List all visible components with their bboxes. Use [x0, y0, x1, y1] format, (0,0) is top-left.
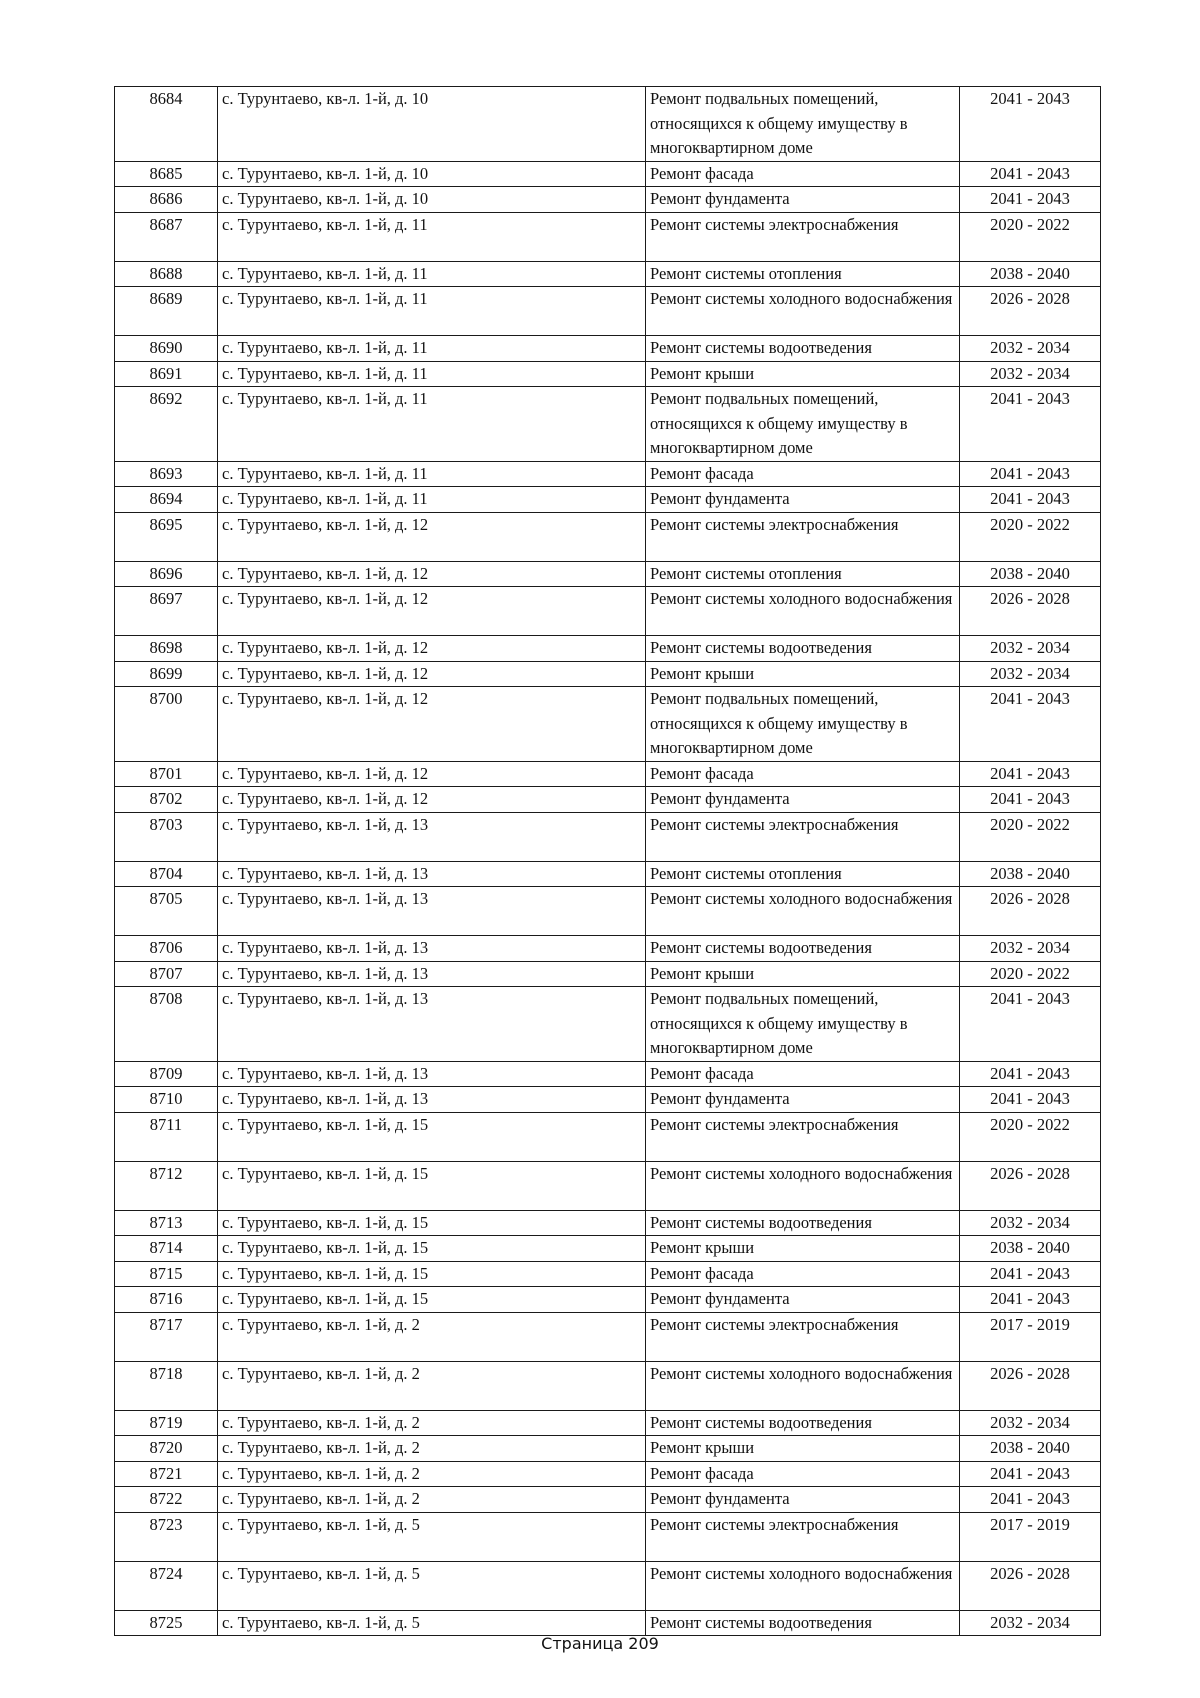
address-cell: с. Турунтаево, кв-л. 1-й, д. 15 [218, 1112, 646, 1161]
period-cell: 2041 - 2043 [960, 387, 1101, 462]
work-type-cell: Ремонт системы электроснабжения [646, 512, 960, 561]
work-type-cell: Ремонт крыши [646, 361, 960, 387]
address-cell: с. Турунтаево, кв-л. 1-й, д. 15 [218, 1261, 646, 1287]
period-cell: 2032 - 2034 [960, 1210, 1101, 1236]
table-row [115, 361, 1101, 387]
address-cell: с. Турунтаево, кв-л. 1-й, д. 13 [218, 961, 646, 987]
table-row [115, 212, 1101, 261]
row-number-cell: 8707 [115, 961, 218, 987]
address-cell: с. Турунтаево, кв-л. 1-й, д. 15 [218, 1161, 646, 1210]
row-number-cell: 8698 [115, 636, 218, 662]
work-type-cell: Ремонт системы отопления [646, 861, 960, 887]
work-type-cell: Ремонт системы холодного водоснабжения [646, 1361, 960, 1410]
row-number-cell: 8704 [115, 861, 218, 887]
address-cell: с. Турунтаево, кв-л. 1-й, д. 10 [218, 87, 646, 162]
address-cell: с. Турунтаево, кв-л. 1-й, д. 13 [218, 987, 646, 1062]
table-row [115, 87, 1101, 162]
address-cell: с. Турунтаево, кв-л. 1-й, д. 13 [218, 812, 646, 861]
period-cell: 2041 - 2043 [960, 161, 1101, 187]
row-number-cell: 8686 [115, 187, 218, 213]
table-row [115, 1087, 1101, 1113]
address-cell: с. Турунтаево, кв-л. 1-й, д. 11 [218, 361, 646, 387]
work-type-cell: Ремонт системы водоотведения [646, 1610, 960, 1636]
table-row [115, 1512, 1101, 1561]
row-number-cell: 8705 [115, 887, 218, 936]
address-cell: с. Турунтаево, кв-л. 1-й, д. 2 [218, 1436, 646, 1462]
work-type-cell: Ремонт подвальных помещений, относящихся к общему имуществу в многоквартирном доме [646, 987, 960, 1062]
row-number-cell: 8689 [115, 287, 218, 336]
period-cell: 2020 - 2022 [960, 1112, 1101, 1161]
address-cell: с. Турунтаево, кв-л. 1-й, д. 15 [218, 1287, 646, 1313]
period-cell: 2026 - 2028 [960, 1561, 1101, 1610]
period-cell: 2026 - 2028 [960, 587, 1101, 636]
row-number-cell: 8693 [115, 461, 218, 487]
row-number-cell: 8725 [115, 1610, 218, 1636]
work-type-cell: Ремонт фасада [646, 1261, 960, 1287]
row-number-cell: 8714 [115, 1236, 218, 1262]
table-row [115, 161, 1101, 187]
period-cell: 2017 - 2019 [960, 1312, 1101, 1361]
table-row [115, 987, 1101, 1062]
row-number-cell: 8722 [115, 1487, 218, 1513]
address-cell: с. Турунтаево, кв-л. 1-й, д. 11 [218, 387, 646, 462]
table-row [115, 1112, 1101, 1161]
table-row [115, 812, 1101, 861]
period-cell: 2026 - 2028 [960, 1161, 1101, 1210]
period-cell: 2041 - 2043 [960, 487, 1101, 513]
address-cell: с. Турунтаево, кв-л. 1-й, д. 12 [218, 561, 646, 587]
period-cell: 2041 - 2043 [960, 1487, 1101, 1513]
table-row [115, 787, 1101, 813]
period-cell: 2038 - 2040 [960, 861, 1101, 887]
work-type-cell: Ремонт системы отопления [646, 261, 960, 287]
period-cell: 2032 - 2034 [960, 1610, 1101, 1636]
work-type-cell: Ремонт фундамента [646, 1087, 960, 1113]
address-cell: с. Турунтаево, кв-л. 1-й, д. 5 [218, 1512, 646, 1561]
address-cell: с. Турунтаево, кв-л. 1-й, д. 2 [218, 1361, 646, 1410]
work-type-cell: Ремонт фундамента [646, 487, 960, 513]
row-number-cell: 8696 [115, 561, 218, 587]
work-type-cell: Ремонт системы водоотведения [646, 1210, 960, 1236]
address-cell: с. Турунтаево, кв-л. 1-й, д. 15 [218, 1210, 646, 1236]
table-row [115, 936, 1101, 962]
address-cell: с. Турунтаево, кв-л. 1-й, д. 13 [218, 887, 646, 936]
period-cell: 2020 - 2022 [960, 961, 1101, 987]
address-cell: с. Турунтаево, кв-л. 1-й, д. 10 [218, 161, 646, 187]
address-cell: с. Турунтаево, кв-л. 1-й, д. 15 [218, 1236, 646, 1262]
period-cell: 2020 - 2022 [960, 212, 1101, 261]
address-cell: с. Турунтаево, кв-л. 1-й, д. 13 [218, 861, 646, 887]
row-number-cell: 8685 [115, 161, 218, 187]
work-type-cell: Ремонт подвальных помещений, относящихся к общему имуществу в многоквартирном доме [646, 687, 960, 762]
work-type-cell: Ремонт системы холодного водоснабжения [646, 287, 960, 336]
work-type-cell: Ремонт фасада [646, 161, 960, 187]
period-cell: 2032 - 2034 [960, 661, 1101, 687]
table-row [115, 1410, 1101, 1436]
address-cell: с. Турунтаево, кв-л. 1-й, д. 12 [218, 687, 646, 762]
row-number-cell: 8694 [115, 487, 218, 513]
row-number-cell: 8723 [115, 1512, 218, 1561]
row-number-cell: 8702 [115, 787, 218, 813]
row-number-cell: 8720 [115, 1436, 218, 1462]
row-number-cell: 8695 [115, 512, 218, 561]
page-number: Страница 209 [541, 1634, 659, 1653]
table-row [115, 336, 1101, 362]
period-cell: 2032 - 2034 [960, 336, 1101, 362]
address-cell: с. Турунтаево, кв-л. 1-й, д. 10 [218, 187, 646, 213]
period-cell: 2041 - 2043 [960, 687, 1101, 762]
period-cell: 2041 - 2043 [960, 1261, 1101, 1287]
work-type-cell: Ремонт фасада [646, 1061, 960, 1087]
address-cell: с. Турунтаево, кв-л. 1-й, д. 11 [218, 487, 646, 513]
period-cell: 2041 - 2043 [960, 787, 1101, 813]
period-cell: 2032 - 2034 [960, 361, 1101, 387]
address-cell: с. Турунтаево, кв-л. 1-й, д. 2 [218, 1461, 646, 1487]
period-cell: 2032 - 2034 [960, 1410, 1101, 1436]
work-type-cell: Ремонт подвальных помещений, относящихся к общему имуществу в многоквартирном доме [646, 87, 960, 162]
work-type-cell: Ремонт системы холодного водоснабжения [646, 1561, 960, 1610]
table-row [115, 587, 1101, 636]
work-type-cell: Ремонт крыши [646, 1436, 960, 1462]
work-type-cell: Ремонт фасада [646, 461, 960, 487]
address-cell: с. Турунтаево, кв-л. 1-й, д. 12 [218, 761, 646, 787]
address-cell: с. Турунтаево, кв-л. 1-й, д. 13 [218, 1061, 646, 1087]
table-row [115, 1236, 1101, 1262]
address-cell: с. Турунтаево, кв-л. 1-й, д. 2 [218, 1487, 646, 1513]
row-number-cell: 8717 [115, 1312, 218, 1361]
work-type-cell: Ремонт фасада [646, 1461, 960, 1487]
row-number-cell: 8691 [115, 361, 218, 387]
address-cell: с. Турунтаево, кв-л. 1-й, д. 11 [218, 287, 646, 336]
work-type-cell: Ремонт системы холодного водоснабжения [646, 587, 960, 636]
address-cell: с. Турунтаево, кв-л. 1-й, д. 5 [218, 1610, 646, 1636]
row-number-cell: 8700 [115, 687, 218, 762]
table-row [115, 187, 1101, 213]
period-cell: 2041 - 2043 [960, 87, 1101, 162]
table-row [115, 487, 1101, 513]
table-row [115, 261, 1101, 287]
work-type-cell: Ремонт системы водоотведения [646, 636, 960, 662]
row-number-cell: 8719 [115, 1410, 218, 1436]
period-cell: 2041 - 2043 [960, 1461, 1101, 1487]
address-cell: с. Турунтаево, кв-л. 1-й, д. 12 [218, 787, 646, 813]
address-cell: с. Турунтаево, кв-л. 1-й, д. 13 [218, 936, 646, 962]
address-cell: с. Турунтаево, кв-л. 1-й, д. 2 [218, 1410, 646, 1436]
row-number-cell: 8711 [115, 1112, 218, 1161]
period-cell: 2041 - 2043 [960, 987, 1101, 1062]
work-type-cell: Ремонт фундамента [646, 1487, 960, 1513]
period-cell: 2038 - 2040 [960, 261, 1101, 287]
work-type-cell: Ремонт системы водоотведения [646, 936, 960, 962]
row-number-cell: 8724 [115, 1561, 218, 1610]
period-cell: 2026 - 2028 [960, 887, 1101, 936]
work-type-cell: Ремонт системы отопления [646, 561, 960, 587]
address-cell: с. Турунтаево, кв-л. 1-й, д. 11 [218, 336, 646, 362]
row-number-cell: 8712 [115, 1161, 218, 1210]
address-cell: с. Турунтаево, кв-л. 1-й, д. 12 [218, 661, 646, 687]
repair-schedule-table [114, 86, 1101, 1636]
row-number-cell: 8716 [115, 1287, 218, 1313]
table-row [115, 1436, 1101, 1462]
table-row [115, 461, 1101, 487]
table-row [115, 1461, 1101, 1487]
table-row [115, 512, 1101, 561]
table-row [115, 1361, 1101, 1410]
period-cell: 2041 - 2043 [960, 187, 1101, 213]
period-cell: 2041 - 2043 [960, 1087, 1101, 1113]
period-cell: 2026 - 2028 [960, 287, 1101, 336]
work-type-cell: Ремонт системы холодного водоснабжения [646, 1161, 960, 1210]
work-type-cell: Ремонт крыши [646, 1236, 960, 1262]
table-row [115, 887, 1101, 936]
row-number-cell: 8721 [115, 1461, 218, 1487]
row-number-cell: 8701 [115, 761, 218, 787]
row-number-cell: 8718 [115, 1361, 218, 1410]
table-row [115, 1312, 1101, 1361]
work-type-cell: Ремонт фундамента [646, 787, 960, 813]
work-type-cell: Ремонт системы водоотведения [646, 336, 960, 362]
period-cell: 2041 - 2043 [960, 761, 1101, 787]
table-row [115, 1287, 1101, 1313]
work-type-cell: Ремонт подвальных помещений, относящихся к общему имуществу в многоквартирном доме [646, 387, 960, 462]
row-number-cell: 8697 [115, 587, 218, 636]
period-cell: 2032 - 2034 [960, 936, 1101, 962]
work-type-cell: Ремонт крыши [646, 661, 960, 687]
row-number-cell: 8708 [115, 987, 218, 1062]
table-row [115, 636, 1101, 662]
table-row [115, 1561, 1101, 1610]
table-row [115, 1487, 1101, 1513]
table-row [115, 1210, 1101, 1236]
period-cell: 2038 - 2040 [960, 1436, 1101, 1462]
address-cell: с. Турунтаево, кв-л. 1-й, д. 2 [218, 1312, 646, 1361]
table-row [115, 287, 1101, 336]
work-type-cell: Ремонт системы электроснабжения [646, 1312, 960, 1361]
table-row [115, 387, 1101, 462]
work-type-cell: Ремонт системы электроснабжения [646, 212, 960, 261]
row-number-cell: 8703 [115, 812, 218, 861]
table-row [115, 1061, 1101, 1087]
address-cell: с. Турунтаево, кв-л. 1-й, д. 11 [218, 461, 646, 487]
work-type-cell: Ремонт системы водоотведения [646, 1410, 960, 1436]
address-cell: с. Турунтаево, кв-л. 1-й, д. 12 [218, 512, 646, 561]
period-cell: 2020 - 2022 [960, 812, 1101, 861]
table-row [115, 661, 1101, 687]
address-cell: с. Турунтаево, кв-л. 1-й, д. 12 [218, 636, 646, 662]
period-cell: 2017 - 2019 [960, 1512, 1101, 1561]
row-number-cell: 8710 [115, 1087, 218, 1113]
period-cell: 2032 - 2034 [960, 636, 1101, 662]
table-row [115, 761, 1101, 787]
row-number-cell: 8715 [115, 1261, 218, 1287]
work-type-cell: Ремонт фасада [646, 761, 960, 787]
table-body [115, 87, 1101, 1636]
work-type-cell: Ремонт системы электроснабжения [646, 812, 960, 861]
row-number-cell: 8709 [115, 1061, 218, 1087]
table-row [115, 561, 1101, 587]
table-row [115, 961, 1101, 987]
work-type-cell: Ремонт системы электроснабжения [646, 1112, 960, 1161]
address-cell: с. Турунтаево, кв-л. 1-й, д. 11 [218, 212, 646, 261]
period-cell: 2041 - 2043 [960, 461, 1101, 487]
period-cell: 2041 - 2043 [960, 1061, 1101, 1087]
row-number-cell: 8692 [115, 387, 218, 462]
work-type-cell: Ремонт фундамента [646, 1287, 960, 1313]
address-cell: с. Турунтаево, кв-л. 1-й, д. 5 [218, 1561, 646, 1610]
period-cell: 2041 - 2043 [960, 1287, 1101, 1313]
table-row [115, 1261, 1101, 1287]
period-cell: 2038 - 2040 [960, 561, 1101, 587]
work-type-cell: Ремонт системы холодного водоснабжения [646, 887, 960, 936]
table-row [115, 861, 1101, 887]
work-type-cell: Ремонт крыши [646, 961, 960, 987]
row-number-cell: 8699 [115, 661, 218, 687]
address-cell: с. Турунтаево, кв-л. 1-й, д. 12 [218, 587, 646, 636]
period-cell: 2020 - 2022 [960, 512, 1101, 561]
row-number-cell: 8713 [115, 1210, 218, 1236]
address-cell: с. Турунтаево, кв-л. 1-й, д. 13 [218, 1087, 646, 1113]
work-type-cell: Ремонт фундамента [646, 187, 960, 213]
work-type-cell: Ремонт системы электроснабжения [646, 1512, 960, 1561]
row-number-cell: 8684 [115, 87, 218, 162]
row-number-cell: 8690 [115, 336, 218, 362]
row-number-cell: 8688 [115, 261, 218, 287]
table-row [115, 1161, 1101, 1210]
address-cell: с. Турунтаево, кв-л. 1-й, д. 11 [218, 261, 646, 287]
row-number-cell: 8687 [115, 212, 218, 261]
table-row [115, 687, 1101, 762]
table-row [115, 1610, 1101, 1636]
period-cell: 2038 - 2040 [960, 1236, 1101, 1262]
row-number-cell: 8706 [115, 936, 218, 962]
period-cell: 2026 - 2028 [960, 1361, 1101, 1410]
